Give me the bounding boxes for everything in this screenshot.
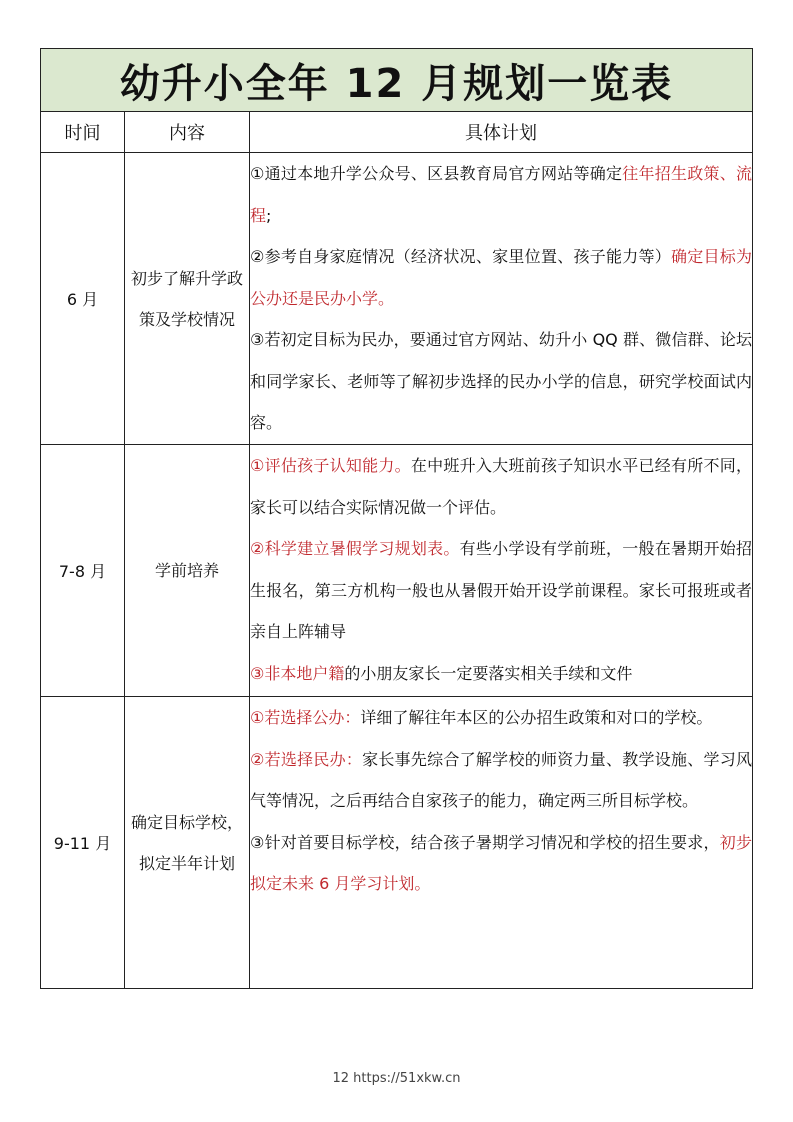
plan-cell (250, 153, 753, 445)
plan-text: ③针对首要目标学校，结合孩子暑期学习情况和学校的招生要求， (250, 832, 720, 852)
plan-highlight: ②科学建立暑假学习规划表。 (250, 539, 460, 558)
table-row (41, 445, 753, 697)
plan-highlight: 确定目标为公办还是民办小学。 (250, 247, 753, 308)
plan-item (250, 697, 752, 739)
plan-item (250, 236, 752, 319)
plan-text: 的小朋友家长一定要落实相关手续和文件 (344, 663, 633, 683)
plan-highlight: ①若选择公办： (250, 708, 361, 727)
plan-cell (250, 445, 753, 697)
plan-highlight: 往年招生政策、流程 (250, 164, 753, 225)
plan-item (250, 319, 752, 444)
plan-text: 在中班升入大班前孩子知识水平已经有所不同，家长可以结合实际情况做一个评估。 (250, 456, 753, 517)
content-cell: 初步了解升学政策及学校情况 (125, 153, 250, 445)
month-cell: 9-11 月 (41, 697, 125, 989)
table-row (41, 153, 753, 445)
plan-text: ①通过本地升学公众号、区县教育局官方网站等确定 (250, 164, 623, 183)
title-row (41, 49, 753, 112)
plan-table (40, 48, 753, 989)
month-cell: 7-8 月 (41, 445, 125, 697)
plan-item (250, 739, 752, 822)
header-time: 时间 (41, 112, 125, 153)
plan-item (250, 528, 752, 653)
plan-highlight: ①评估孩子认知能力。 (250, 456, 411, 475)
plan-text: 详细了解往年本区的公办招生政策和对口的学校。 (360, 708, 713, 727)
plan-sheet (40, 48, 752, 989)
header-content: 内容 (125, 112, 250, 153)
plan-highlight: 初步拟定未来 6 月学习计划。 (250, 832, 753, 893)
plan-text: ③若初定目标为民办，要通过官方网站、幼升小 QQ 群、微信群、论坛和同学家长、老师等了解初步选择的民办小学的信息，研究学校面试内容。 (250, 330, 753, 432)
plan-item (250, 153, 752, 236)
plan-item (250, 653, 752, 695)
plan-text: ; (266, 205, 272, 225)
month-cell: 6 月 (41, 153, 125, 445)
plan-cell (250, 697, 753, 989)
plan-text: 有些小学设有学前班，一般在暑期开始招生报名，第三方机构一般也从暑假开始开设学前课程。家长可报班或者亲自上阵辅导 (250, 539, 753, 641)
plan-text: ②参考自身家庭情况（经济状况、家里位置、孩子能力等） (250, 247, 671, 266)
page-footer: 12 https://51xkw.cn (332, 1071, 461, 1086)
content-cell: 确定目标学校，拟定半年计划 (125, 697, 250, 989)
header-row (41, 112, 753, 153)
plan-highlight: ③非本地户籍 (250, 663, 345, 683)
plan-item (250, 822, 752, 905)
page-title: 幼升小全年 12 月规划一览表 (41, 49, 753, 112)
content-cell: 学前培养 (125, 445, 250, 697)
table-row (41, 697, 753, 989)
plan-item (250, 445, 752, 528)
header-plan: 具体计划 (250, 112, 753, 153)
plan-text: 家长事先综合了解学校的师资力量、教学设施、学习风气等情况，之后再结合自家孩子的能力，确定两三所目标学校。 (250, 749, 753, 810)
plan-highlight: ②若选择民办： (250, 749, 363, 769)
